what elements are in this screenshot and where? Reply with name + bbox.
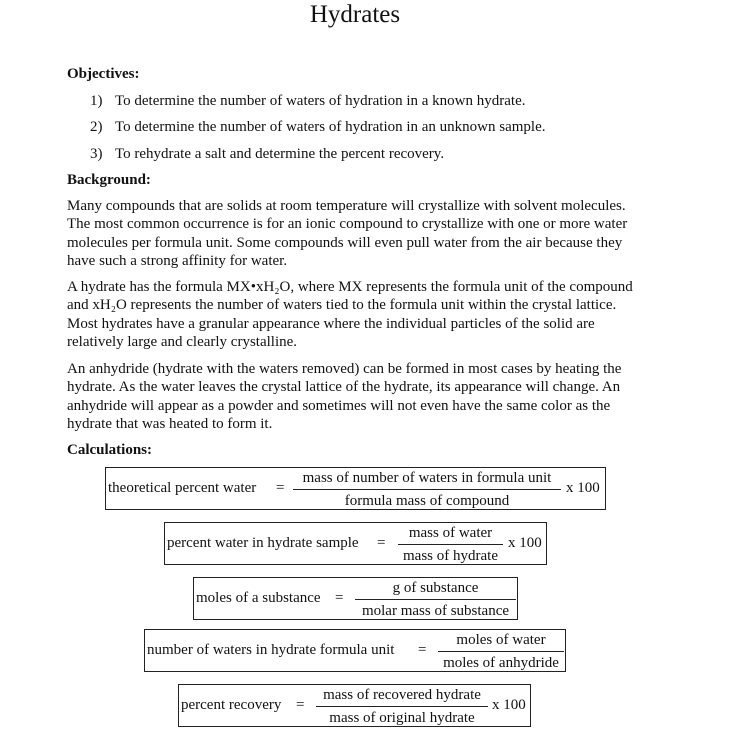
formula-lhs: percent recovery	[181, 697, 282, 713]
formula-theoretical-percent-water	[105, 467, 606, 510]
denominator: formula mass of compound	[344, 493, 510, 509]
multiplier: x 100	[566, 480, 600, 496]
equals-sign: =	[418, 642, 427, 658]
objective-item	[90, 145, 444, 163]
numerator: mass of recovered hydrate	[323, 687, 481, 703]
fraction	[438, 631, 564, 673]
multiplier: x 100	[492, 697, 526, 713]
fraction	[293, 469, 561, 511]
formula-lhs: percent water in hydrate sample	[167, 535, 359, 551]
background-paragraph-2: A hydrate has the formula MX•xH₂O, where MX represents the formula unit of the compound and xH₂O represents the number of waters tied to the formula unit within the crystal lattice. Most hydrates have a granular appearance where the individual particles of the solid are relatively large and clearly crystalline.	[67, 279, 633, 350]
formula-lhs: number of waters in hydrate formula unit	[147, 642, 395, 658]
fraction	[316, 686, 488, 728]
objective-number: 2)	[90, 119, 103, 135]
equals-sign: =	[296, 697, 305, 713]
formula-percent-recovery	[178, 684, 531, 727]
formula-lhs: moles of a substance	[196, 590, 321, 606]
objectives-heading: Objectives:	[67, 66, 140, 82]
denominator: mass of original hydrate	[329, 710, 475, 726]
formula-moles-of-substance	[193, 577, 518, 620]
denominator: molar mass of substance	[361, 603, 510, 619]
numerator: moles of water	[456, 632, 546, 648]
objective-number: 3)	[90, 146, 103, 162]
fraction-bar	[293, 489, 561, 490]
formula-lhs: theoretical percent water	[108, 480, 257, 496]
fraction-bar	[438, 651, 564, 652]
fraction	[355, 579, 516, 621]
equals-sign: =	[335, 590, 344, 606]
objective-text: To rehydrate a salt and determine the percent recovery.	[115, 146, 445, 162]
background-paragraph-1: Many compounds that are solids at room temperature will crystallize with solvent molecules. The most common occurrence is for an ionic compound to crystallize with one or more water molecules per formula unit. Some compounds will even pull water from the air because they have such a strong affinity for water.	[67, 198, 628, 269]
equals-sign: =	[377, 535, 386, 551]
denominator: moles of anhydride	[443, 655, 559, 671]
page-title: Hydrates	[309, 1, 401, 28]
objective-item	[90, 92, 526, 110]
formula-number-of-waters	[144, 629, 566, 672]
equals-sign: =	[276, 480, 285, 496]
fraction-bar	[398, 544, 503, 545]
calculations-heading: Calculations:	[67, 442, 153, 458]
objective-item	[90, 118, 546, 136]
numerator: mass of number of waters in formula unit	[302, 470, 552, 486]
background-paragraph-3: An anhydride (hydrate with the waters removed) can be formed in most cases by heating the hydrate. As the water leaves the crystal lattice of the hydrate, its appearance will change. An anhydride will appear as a powder and sometimes will not even have the same color as the hydrate that was heated to form it.	[67, 361, 622, 432]
denominator: mass of hydrate	[403, 548, 498, 564]
background-heading: Background:	[67, 172, 151, 188]
objective-number: 1)	[90, 93, 103, 109]
fraction-bar	[316, 706, 488, 707]
fraction-bar	[355, 599, 516, 600]
formula-percent-water-in-sample	[164, 522, 547, 565]
fraction	[398, 524, 503, 566]
objective-text: To determine the number of waters of hydration in a known hydrate.	[115, 93, 526, 109]
numerator: g of substance	[392, 580, 479, 596]
objective-text: To determine the number of waters of hydration in an unknown sample.	[115, 119, 546, 135]
multiplier: x 100	[508, 535, 542, 551]
numerator: mass of water	[408, 525, 493, 541]
